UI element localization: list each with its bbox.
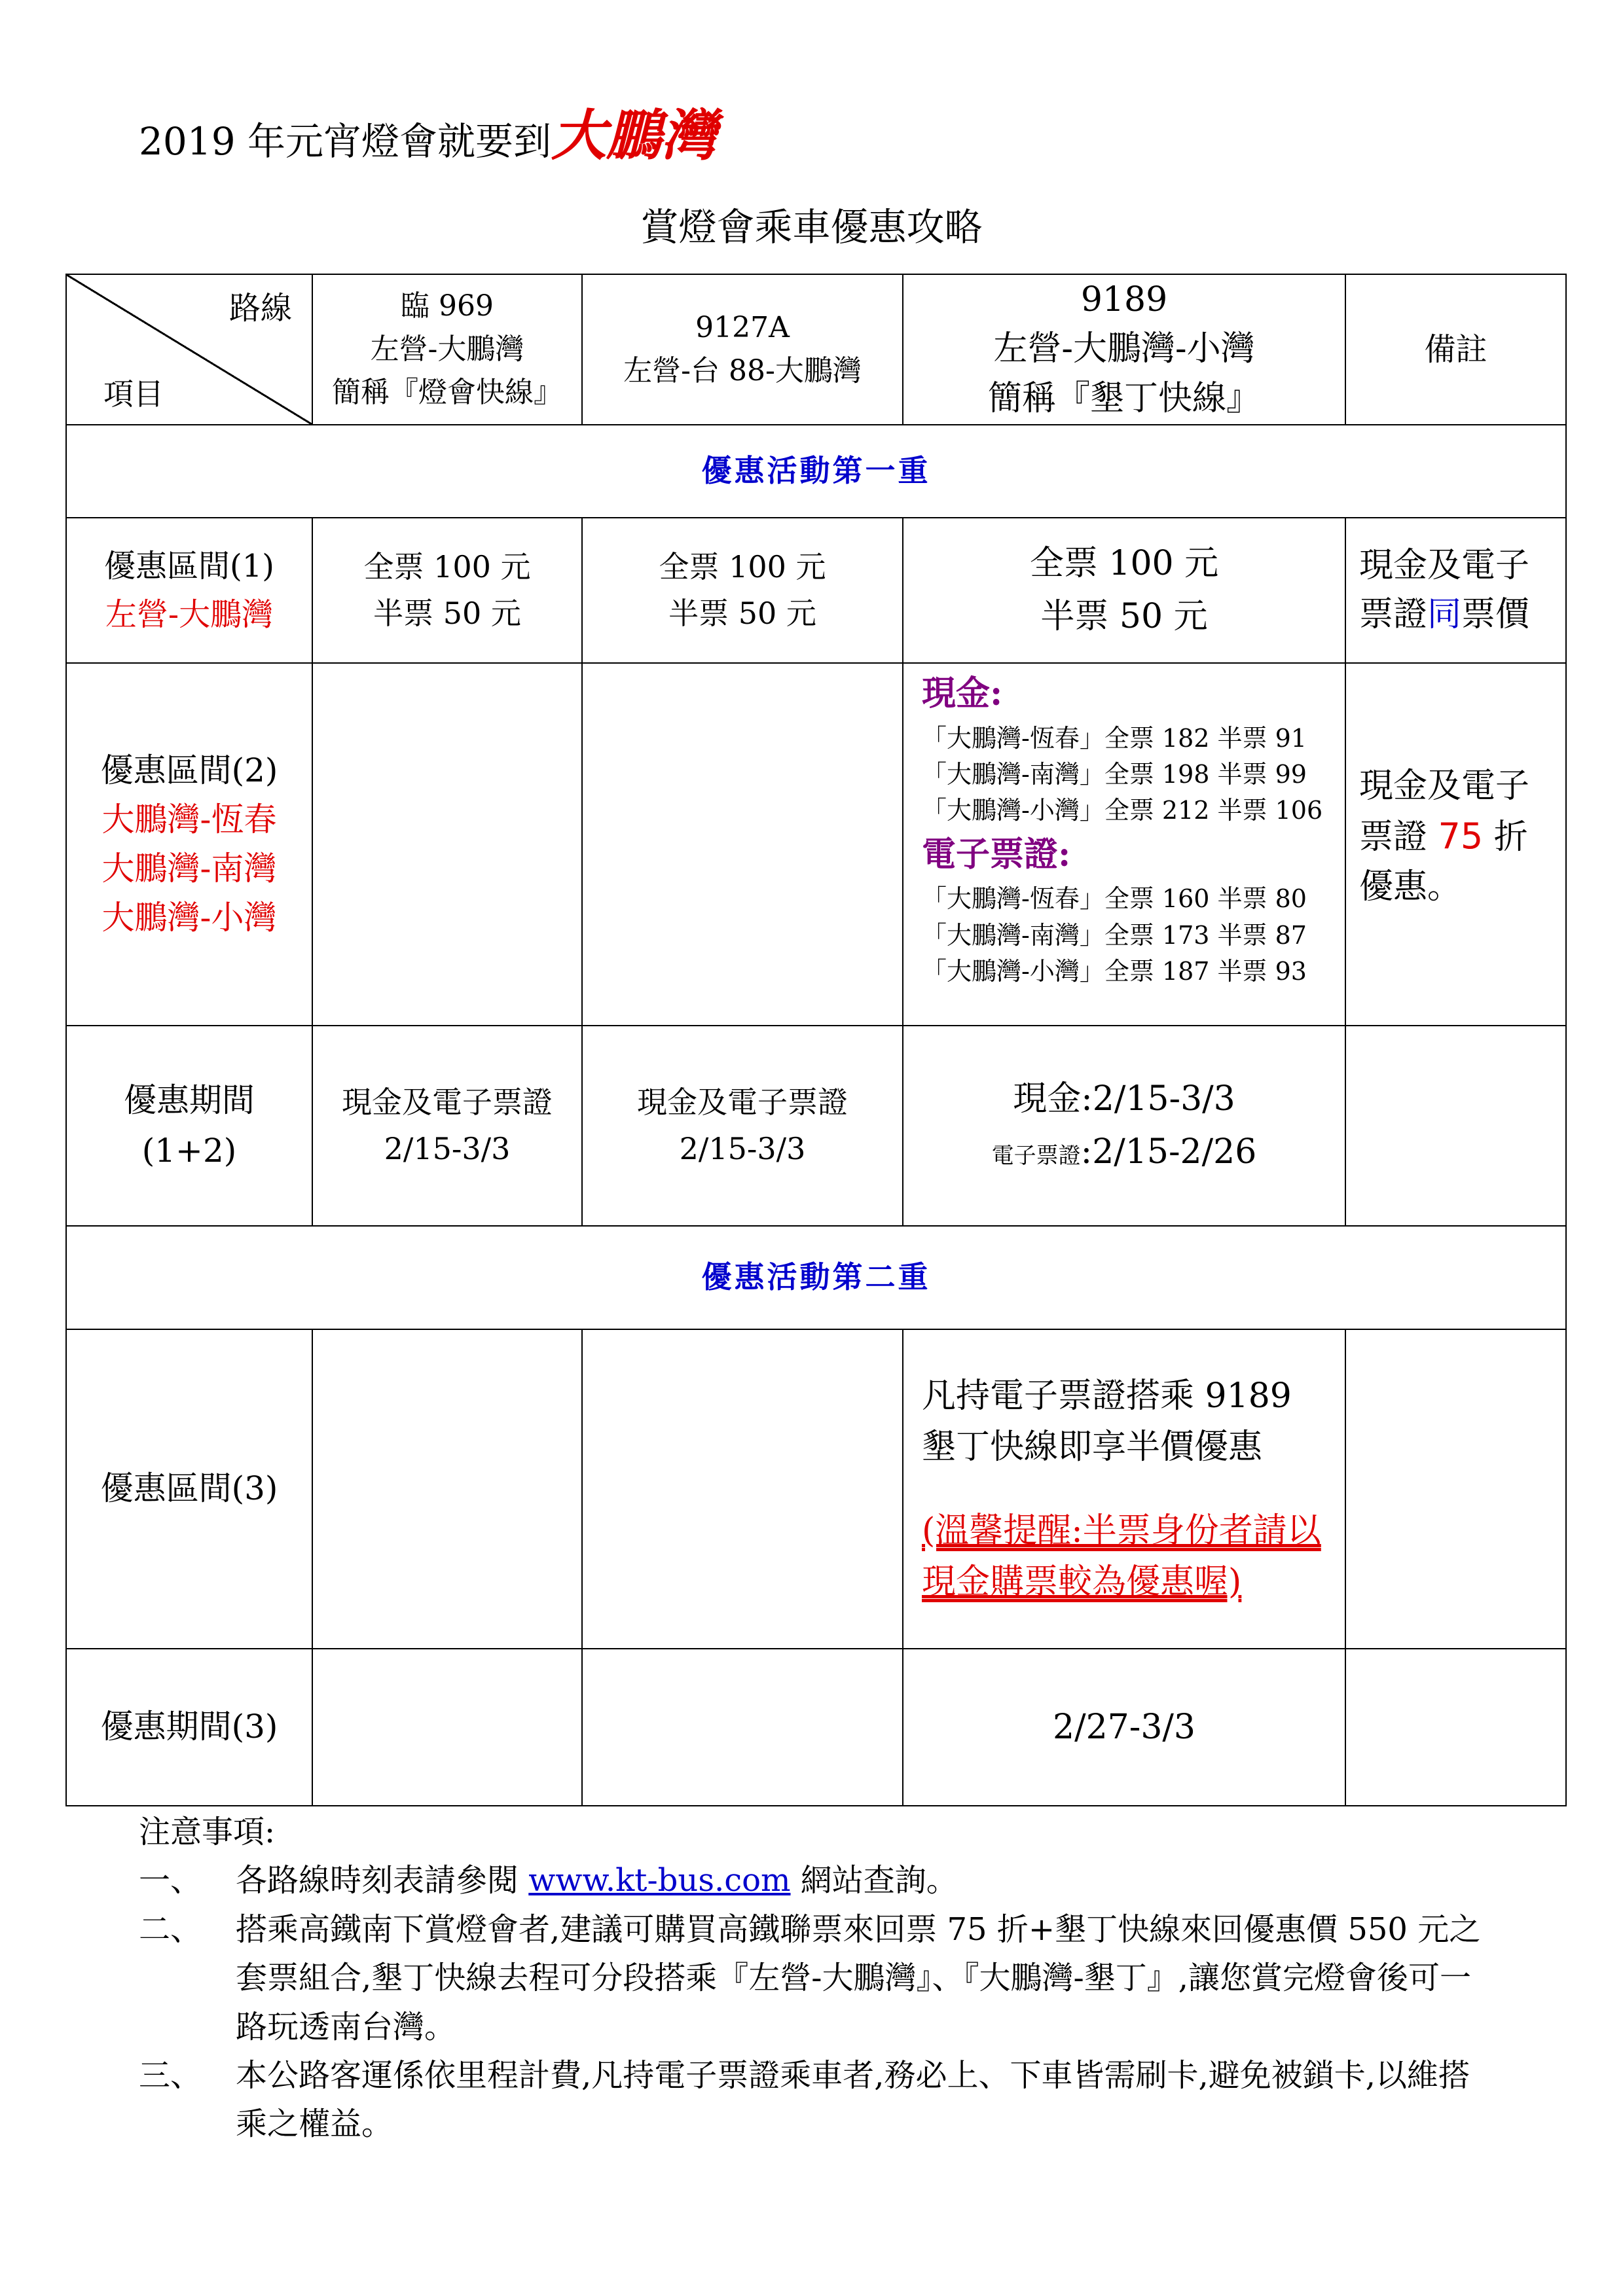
route-path: 左營-大鵬灣	[370, 332, 524, 366]
row-sublabel: 大鵬灣-南灣	[101, 850, 277, 888]
cell-9127a-period-1	[582, 1026, 903, 1226]
cell-9189-discount-2	[903, 663, 1345, 1026]
row-label: 優惠期間	[124, 1081, 255, 1119]
cell-969-discount-2	[312, 663, 582, 1026]
period-ecard-label: 電子票證	[991, 1143, 1081, 1169]
fare-line: 「大鵬灣-小灣」全票 187 半票 93	[922, 956, 1307, 986]
full-fare: 全票 100 元	[1029, 544, 1219, 584]
half-fare: 半票 50 元	[1040, 597, 1208, 636]
row-period-1	[66, 1026, 1566, 1226]
cell-9189-period-3: 2/27-3/3	[903, 1649, 1345, 1806]
note-item-1	[139, 1856, 1501, 1905]
route-path: 左營-台 88-大鵬灣	[623, 354, 862, 387]
fare-line: 「大鵬灣-南灣」全票 173 半票 87	[922, 920, 1307, 950]
route-number: 臨 969	[401, 289, 494, 323]
cash-heading: 現金:	[922, 673, 1003, 713]
remark-line: 現金及電子	[1359, 766, 1530, 806]
row-label-discount-1	[66, 518, 312, 663]
remark-discount-2	[1345, 663, 1566, 1026]
cell-9127a-period-3	[582, 1649, 903, 1806]
note-number: 二、	[139, 1910, 202, 1948]
route-header-9127a	[582, 274, 903, 425]
cell-9127a-discount-1	[582, 518, 903, 663]
title-place: 大鵬灣	[551, 103, 717, 168]
remark-highlight: 同	[1427, 595, 1462, 634]
route-nickname: 簡稱『燈會快線』	[332, 376, 562, 409]
note-text-part: 網站查詢。	[790, 1862, 958, 1899]
period-dates: 2/15-3/3	[679, 1131, 806, 1166]
corner-cell	[66, 274, 312, 425]
note-item-3	[139, 2051, 1501, 2149]
notes-heading: 注意事項:	[139, 1814, 276, 1850]
row-sublabel: 大鵬灣-小灣	[101, 899, 277, 937]
remark-line: 優惠。	[1359, 867, 1462, 906]
route-number: 9189	[1080, 279, 1168, 319]
fare-line: 「大鵬灣-恆春」全票 160 半票 80	[922, 884, 1307, 914]
row-label-discount-2	[66, 663, 312, 1026]
route-path: 左營-大鵬灣-小灣	[993, 329, 1255, 369]
route-number: 9127A	[695, 311, 790, 344]
section-title-2: 優惠活動第二重	[66, 1226, 1566, 1329]
period-cash: 現金:2/15-3/3	[1013, 1079, 1235, 1119]
ecard-heading: 電子票證:	[922, 834, 1071, 874]
promo-warning: (溫馨提醒:半票身份者請以現金購票較為優惠喔)	[922, 1511, 1321, 1602]
remark-discount-1	[1345, 518, 1566, 663]
cell-969-period-3	[312, 1649, 582, 1806]
period-dates: 2/15-3/3	[384, 1131, 511, 1166]
cell-9189-discount-1	[903, 518, 1345, 663]
row-label-discount-3: 優惠區間(3)	[66, 1329, 312, 1649]
full-fare: 全票 100 元	[659, 548, 826, 584]
row-sublabel: 左營-大鵬灣	[105, 596, 274, 633]
note-text: 搭乘高鐵南下賞燈會者,建議可購買高鐵聯票來回票 75 折+墾丁快線來回優惠價 550 元之套票組合,墾丁快線去程可分段搭乘『左營-大鵬灣』、『大鵬灣-墾丁』,讓您賞完燈會後可一路玩透南台灣。	[236, 1910, 1481, 2045]
period-type: 現金及電子票證	[342, 1084, 553, 1120]
period-type: 現金及電子票證	[637, 1084, 848, 1120]
full-fare: 全票 100 元	[363, 548, 531, 584]
fare-table	[65, 274, 1567, 1806]
row-label-period-3: 優惠期間(3)	[66, 1649, 312, 1806]
corner-route-label: 路線	[228, 290, 292, 327]
period-ecard	[917, 1126, 1332, 1179]
corner-item-label: 項目	[103, 376, 164, 412]
remark-highlight: 75	[1438, 816, 1484, 857]
row-discount-1	[66, 518, 1566, 663]
note-number: 一、	[139, 1862, 202, 1899]
cell-969-period-1	[312, 1026, 582, 1226]
period-ecard-dates: :2/15-2/26	[1080, 1132, 1257, 1172]
remark-discount-3	[1345, 1329, 1566, 1649]
cell-9127a-discount-2	[582, 663, 903, 1026]
fare-line: 「大鵬灣-恆春」全票 182 半票 91	[922, 723, 1307, 753]
note-item-2	[139, 1905, 1501, 2051]
fare-line: 「大鵬灣-小灣」全票 212 半票 106	[922, 795, 1323, 825]
note-text: 本公路客運係依里程計費,凡持電子票證乘車者,務必上、下車皆需刷卡,避免被鎖卡,以維搭乘之權益。	[236, 2056, 1470, 2143]
page-subtitle: 賞燈會乘車優惠攻略	[640, 205, 983, 249]
row-label: 優惠區間(1)	[104, 547, 274, 584]
remark-period-3	[1345, 1649, 1566, 1806]
remark-text: 票價	[1461, 595, 1530, 634]
fare-line: 「大鵬灣-南灣」全票 198 半票 99	[922, 759, 1307, 789]
row-discount-3	[66, 1329, 1566, 1649]
row-sublabel: (1+2)	[141, 1132, 237, 1170]
title-prefix: 2019 年元宵燈會就要到	[139, 119, 552, 164]
page-title	[139, 92, 716, 171]
note-number: 三、	[139, 2056, 202, 2094]
route-header-9189	[903, 274, 1345, 425]
remark-text: 票證	[1359, 817, 1428, 857]
cell-9189-period-1	[903, 1026, 1345, 1226]
promo-line: 墾丁快線即享半價優惠	[922, 1427, 1263, 1467]
half-fare: 半票 50 元	[373, 596, 521, 631]
note-text-part: 各路線時刻表請參閱	[236, 1862, 529, 1899]
website-link[interactable]: www.kt-bus.com	[528, 1862, 791, 1899]
half-fare: 半票 50 元	[668, 596, 816, 631]
row-sublabel: 大鵬灣-恆春	[101, 800, 277, 838]
cell-969-discount-3	[312, 1329, 582, 1649]
section-row-1	[66, 425, 1566, 518]
note-text	[236, 1856, 1501, 1905]
remark-line: 現金及電子	[1359, 545, 1530, 585]
section-row-2	[66, 1226, 1566, 1329]
remark-line	[1359, 590, 1552, 639]
section-title-1: 優惠活動第一重	[66, 425, 1566, 518]
remark-text: 票證	[1359, 595, 1428, 634]
cell-9189-discount-3	[903, 1329, 1345, 1649]
row-period-3	[66, 1649, 1566, 1806]
remark-line	[1359, 811, 1552, 862]
header-row	[66, 274, 1566, 425]
row-discount-2	[66, 663, 1566, 1026]
row-label-period-1	[66, 1026, 312, 1226]
route-nickname: 簡稱『墾丁快線』	[987, 378, 1260, 418]
remark-period-1	[1345, 1026, 1566, 1226]
row-label: 優惠區間(2)	[100, 751, 278, 789]
notes-section	[139, 1808, 1501, 2149]
cell-969-discount-1	[312, 518, 582, 663]
cell-9127a-discount-3	[582, 1329, 903, 1649]
remark-text: 折	[1493, 817, 1528, 857]
remark-header: 備註	[1345, 274, 1566, 425]
promo-line: 凡持電子票證搭乘 9189	[922, 1376, 1292, 1416]
route-header-969	[312, 274, 582, 425]
